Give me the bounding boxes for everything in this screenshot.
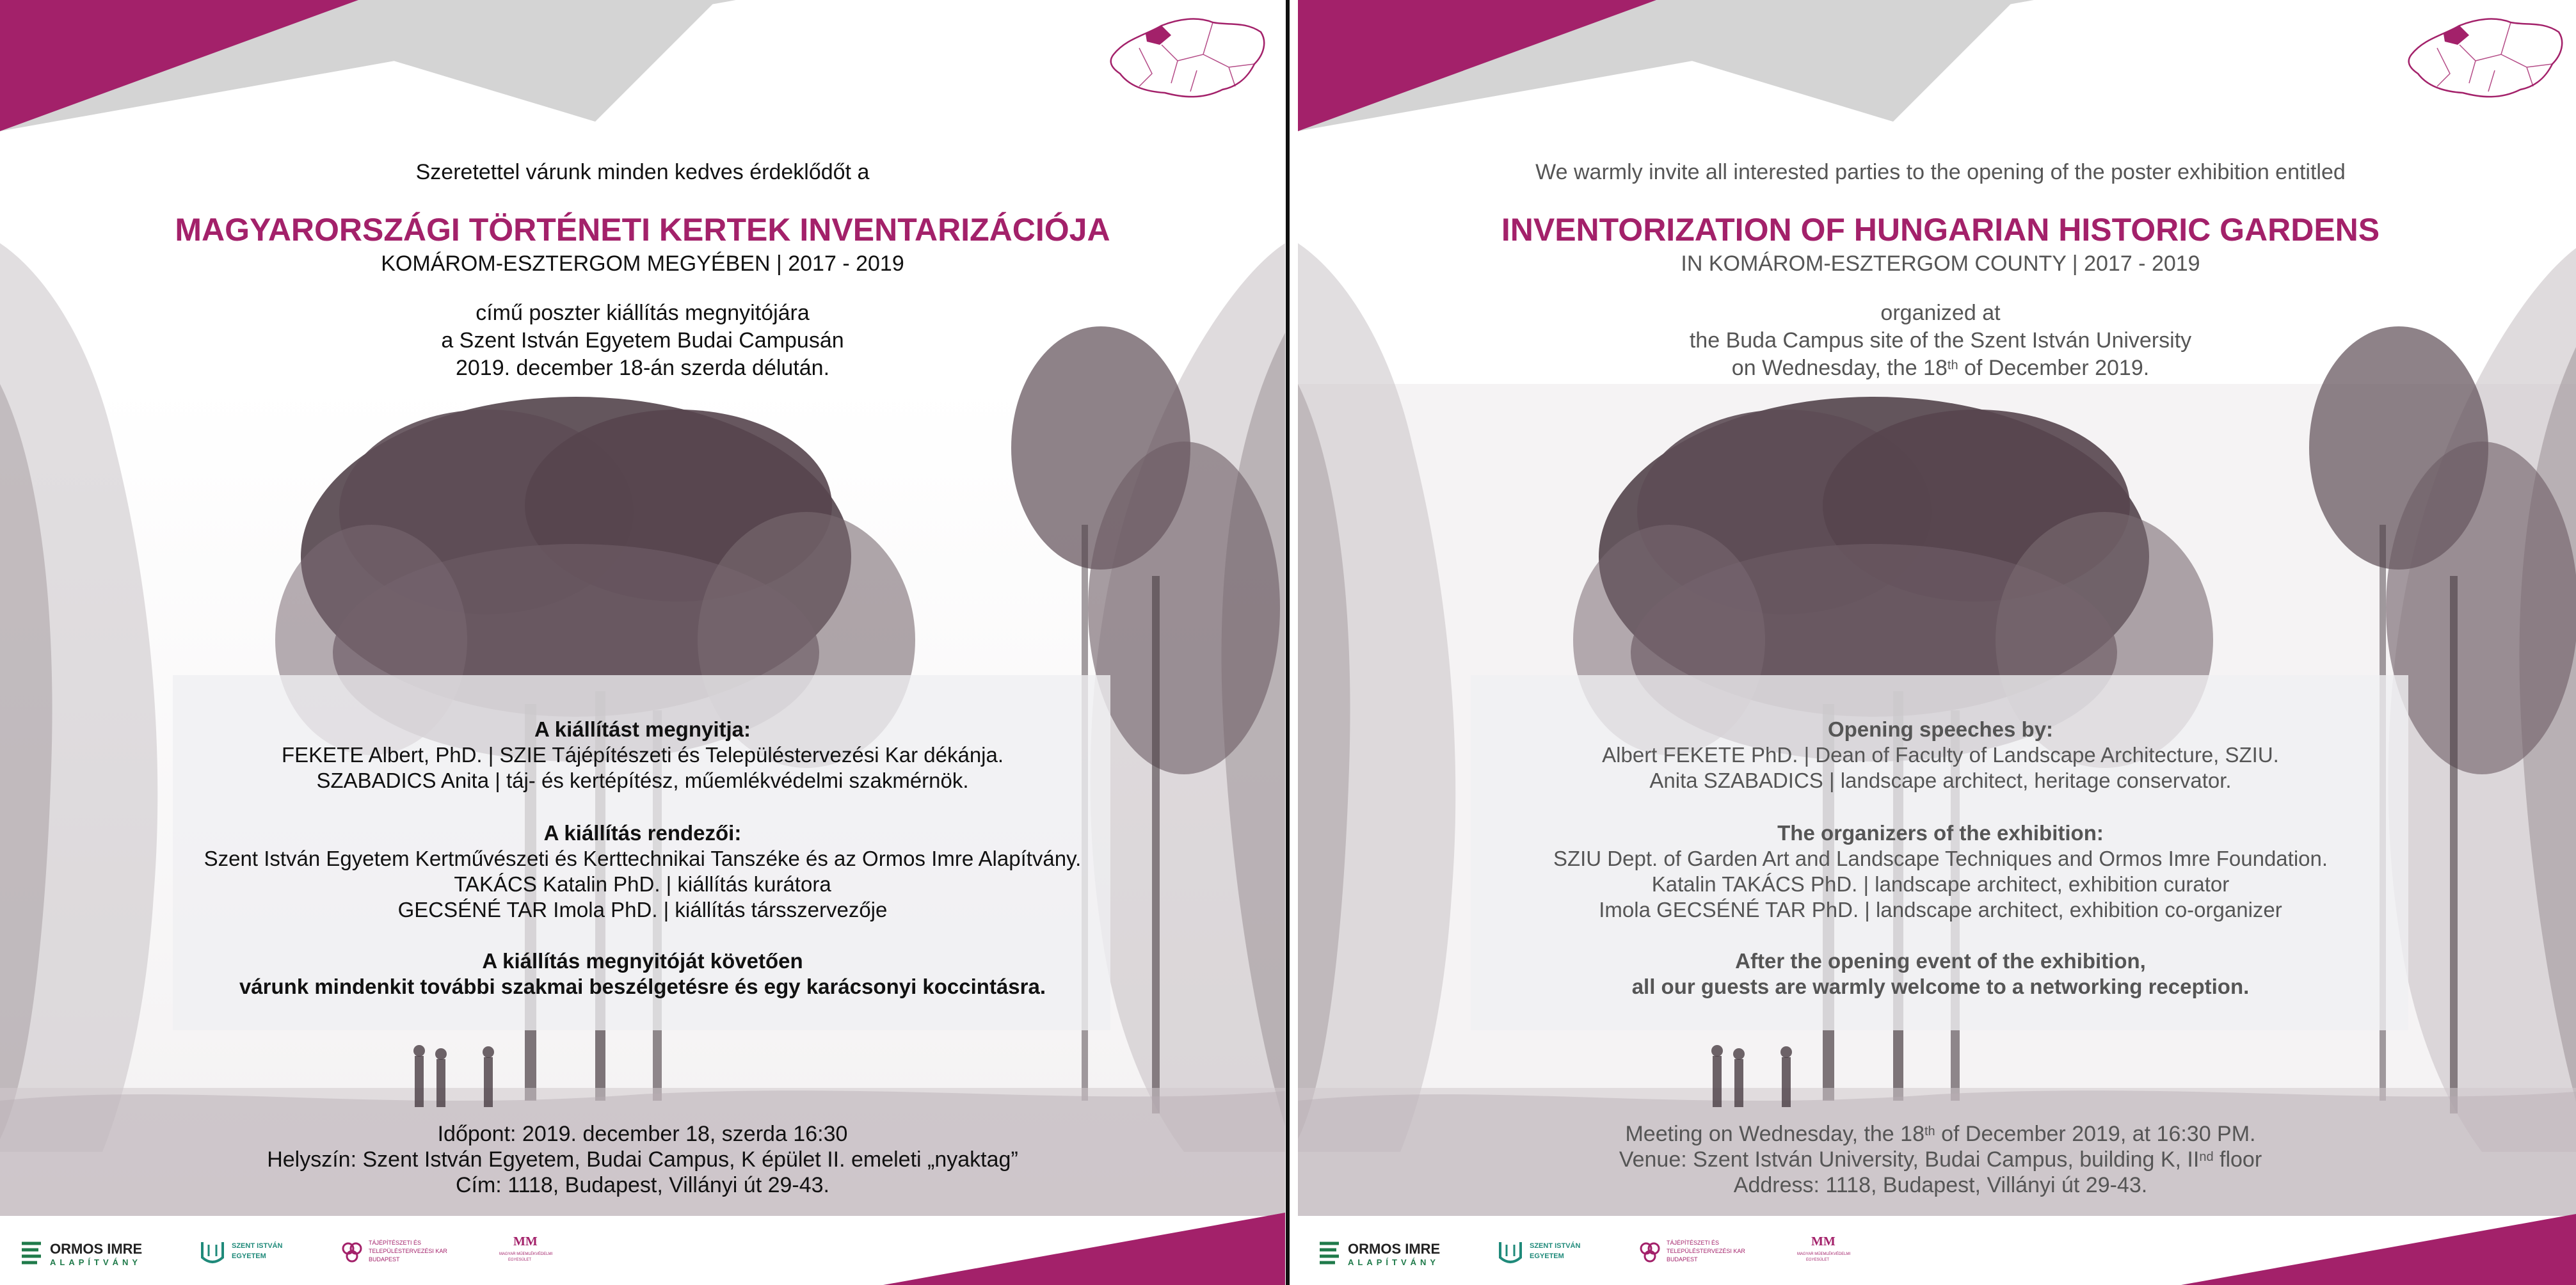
- faculty-flower-icon: [1637, 1240, 1663, 1265]
- mme-logo: [499, 1225, 570, 1277]
- ormos-subname: ALAPÍTVÁNY: [50, 1257, 142, 1267]
- organizer-line: TAKÁCS Katalin PhD. | kiállítás kurátora: [454, 872, 831, 896]
- szie-name: SZENT ISTVÁN: [1530, 1242, 1581, 1250]
- sponsor-logos: [0, 1225, 1285, 1285]
- closing-line: After the opening event of the exhibition,: [1735, 949, 2146, 973]
- exhibition-subtitle: KOMÁROM-ESZTERGOM MEGYÉBEN | 2017 - 2019: [381, 251, 904, 276]
- closing-note: [1298, 948, 2576, 1000]
- venue-info: [1298, 1121, 2576, 1198]
- address-line: Cím: 1118, Budapest, Villányi út 29-43.: [455, 1173, 829, 1197]
- venue-text: floor: [2213, 1147, 2262, 1172]
- corner-decoration: [1298, 0, 2576, 1285]
- speaker-line: Albert FEKETE PhD. | Dean of Faculty of Landscape Architecture, SZIU.: [1602, 743, 2279, 767]
- opening-heading: Opening speeches by:: [1827, 717, 2054, 741]
- organizer-line: Imola GECSÉNÉ TAR PhD. | landscape architect, exhibition co-organizer: [1599, 898, 2282, 922]
- invitation-hungarian: [0, 0, 1285, 1285]
- ormos-name: ORMOS IMRE: [50, 1241, 143, 1257]
- invitation-english: [1298, 0, 2576, 1285]
- panel-divider: [1286, 0, 1290, 1285]
- organizers-heading: A kiállítás rendezői:: [543, 821, 742, 845]
- hungary-county-map-icon: [2399, 10, 2572, 112]
- mme-mark: MM: [1811, 1234, 1836, 1249]
- corner-decoration: [0, 0, 1285, 1285]
- sponsor-logos: [1298, 1225, 2576, 1285]
- exhibition-title: INVENTORIZATION OF HUNGARIAN HISTORIC GARDENS: [1501, 212, 2380, 248]
- time-line: [1298, 1121, 2576, 1147]
- invite-line: We warmly invite all interested parties to the opening of the poster exhibition entitled: [1535, 160, 2346, 184]
- organizer-line: SZIU Dept. of Garden Art and Landscape Techniques and Ormos Imre Foundation.: [1553, 847, 2328, 870]
- mme-line: EGYESÜLET: [508, 1258, 532, 1262]
- faculty-logo: [339, 1225, 447, 1277]
- ormos-name: ORMOS IMRE: [1348, 1241, 1441, 1257]
- speaker-line: Anita SZABADICS | landscape architect, heritage conservator.: [1649, 769, 2232, 792]
- szie-subname: EGYETEM: [232, 1252, 266, 1260]
- detail-line: organized at: [1880, 301, 2001, 325]
- ormos-leaf-icon: [19, 1240, 45, 1265]
- szie-emblem-icon: [1496, 1238, 1524, 1266]
- exhibition-title: MAGYARORSZÁGI TÖRTÉNETI KERTEK INVENTARIZÁCIÓJA: [175, 212, 1110, 248]
- mme-mark: MM: [513, 1234, 538, 1249]
- faculty-line: TELEPÜLÉSTERVEZÉSI KAR: [1667, 1248, 1745, 1254]
- ordinal-suffix: nd: [2199, 1150, 2214, 1164]
- organizer-line: Katalin TAKÁCS PhD. | landscape architect, exhibition curator: [1651, 872, 2230, 896]
- closing-line: A kiállítás megnyitóját követően: [482, 949, 803, 973]
- mme-logo: [1797, 1225, 1868, 1277]
- closing-note: [0, 948, 1285, 1000]
- opening-speakers-section: [1298, 717, 2576, 794]
- time-text: Meeting on Wednesday, the 18: [1625, 1122, 1924, 1146]
- faculty-line: TÁJÉPÍTÉSZETI ÉS: [1667, 1240, 1720, 1246]
- ormos-subname: ALAPÍTVÁNY: [1348, 1257, 1440, 1267]
- szie-name: SZENT ISTVÁN: [232, 1242, 283, 1250]
- faculty-flower-icon: [339, 1240, 365, 1265]
- faculty-line: TÁJÉPÍTÉSZETI ÉS: [369, 1240, 422, 1246]
- faculty-line: TELEPÜLÉSTERVEZÉSI KAR: [369, 1248, 447, 1254]
- closing-line: várunk mindenkit további szakmai beszélgetésre és egy karácsonyi koccintásra.: [239, 975, 1046, 998]
- szie-subname: EGYETEM: [1530, 1252, 1564, 1260]
- speaker-line: SZABADICS Anita | táj- és kertépítész, műemlékvédelmi szakmérnök.: [316, 769, 969, 792]
- organizer-line: GECSÉNÉ TAR Imola PhD. | kiállítás társszervezője: [397, 898, 888, 922]
- mme-line: EGYESÜLET: [1806, 1258, 1830, 1262]
- organizers-section: [0, 820, 1285, 923]
- faculty-logo: [1637, 1225, 1745, 1277]
- venue-line: Helyszín: Szent István Egyetem, Budai Campus, K épület II. emeleti „nyaktag”: [267, 1147, 1018, 1172]
- speaker-line: FEKETE Albert, PhD. | SZIE Tájépítészeti és Településtervezési Kar dékánja.: [281, 743, 1004, 767]
- detail-line: [1298, 355, 2576, 382]
- organizers-heading: The organizers of the exhibition:: [1777, 821, 2104, 845]
- ormos-leaf-icon: [1317, 1240, 1343, 1265]
- date-text: on Wednesday, the 18: [1731, 356, 1948, 380]
- faculty-line: BUDAPEST: [1667, 1256, 1698, 1263]
- ordinal-suffix: th: [1924, 1124, 1935, 1138]
- faculty-line: BUDAPEST: [369, 1256, 400, 1263]
- organizer-line: Szent István Egyetem Kertművészeti és Kerttechnikai Tanszéke és az Ormos Imre Alapítvány.: [204, 847, 1082, 870]
- time-text: of December 2019, at 16:30 PM.: [1935, 1122, 2256, 1146]
- mme-line: MAGYAR MŰEMLÉKVÉDELMI: [1797, 1252, 1851, 1256]
- hungary-county-map-icon: [1101, 10, 1274, 112]
- event-details: [0, 299, 1285, 382]
- invite-line: Szeretettel várunk minden kedves érdeklődőt a: [415, 160, 870, 184]
- venue-line: [1298, 1147, 2576, 1172]
- szie-logo: [1496, 1225, 1599, 1277]
- detail-line: 2019. december 18-án szerda délután.: [455, 356, 830, 380]
- detail-line: a Szent István Egyetem Budai Campusán: [441, 328, 844, 353]
- address-line: Address: 1118, Budapest, Villányi út 29-43.: [1733, 1173, 2148, 1197]
- ormos-imre-logo: [1317, 1225, 1471, 1277]
- szie-logo: [198, 1225, 301, 1277]
- time-line: Időpont: 2019. december 18, szerda 16:30: [437, 1122, 848, 1146]
- venue-info: [0, 1121, 1285, 1198]
- detail-line: című poszter kiállítás megnyitójára: [476, 301, 810, 325]
- opening-speakers-section: [0, 717, 1285, 794]
- event-details: [1298, 299, 2576, 382]
- detail-line: the Buda Campus site of the Szent István University: [1689, 328, 2192, 353]
- venue-text: Venue: Szent István University, Budai Campus, building K, II: [1619, 1147, 2200, 1172]
- ordinal-suffix: th: [1947, 358, 1958, 372]
- exhibition-subtitle: IN KOMÁROM-ESZTERGOM COUNTY | 2017 - 2019: [1681, 251, 2200, 276]
- closing-line: all our guests are warmly welcome to a networking reception.: [1631, 975, 2250, 998]
- opening-heading: A kiállítást megnyitja:: [534, 717, 751, 741]
- mme-line: MAGYAR MŰEMLÉKVÉDELMI: [499, 1252, 553, 1256]
- date-text: of December 2019.: [1958, 356, 2150, 380]
- szie-emblem-icon: [198, 1238, 227, 1266]
- organizers-section: [1298, 820, 2576, 923]
- ormos-imre-logo: [19, 1225, 173, 1277]
